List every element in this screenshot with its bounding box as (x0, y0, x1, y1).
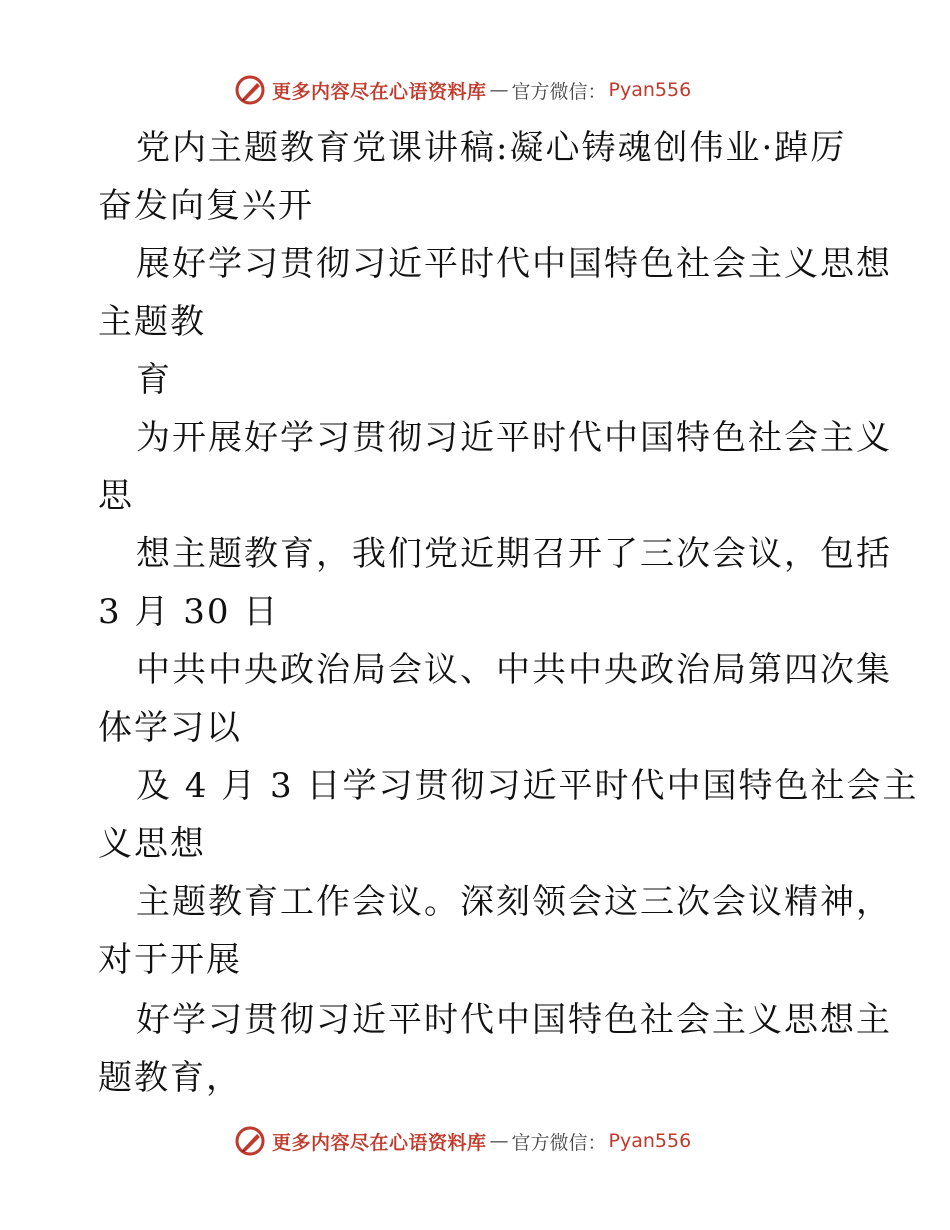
text-line: 育 (136, 360, 172, 400)
banner-wechat-id: Pyan556 (608, 79, 692, 101)
text-line: 主题教育工作会议。深刻领会这三次会议精神， (136, 882, 892, 922)
text-line: 体学习以 (98, 708, 242, 748)
text-line: 好学习贯彻习近平时代中国特色社会主义思想主 (136, 1000, 892, 1040)
banner-title: 更多内容尽在心语资料库 (272, 80, 487, 103)
text-line: 主题教 (98, 302, 206, 342)
banner-dash: — (489, 79, 509, 101)
banner-dash: — (489, 1130, 509, 1152)
text-line: 党内主题教育党课讲稿:凝心铸魂创伟业·踔厉 (136, 128, 847, 168)
text-line: 奋发向复兴开 (98, 186, 314, 226)
footer-banner (234, 1124, 691, 1158)
text-line: 中共中央政治局会议、中共中央政治局第四次集 (136, 650, 892, 690)
text-line: 对于开展 (98, 940, 242, 980)
pen-circle-logo-icon (234, 1125, 266, 1157)
banner-title: 更多内容尽在心语资料库 (272, 1131, 487, 1154)
banner-wechat-id: Pyan556 (608, 1130, 692, 1152)
text-line: 3 月 30 日 (98, 592, 280, 632)
text-line: 及 4 月 3 日学习贯彻习近平时代中国特色社会主 (136, 766, 919, 806)
text-line: 展好学习贯彻习近平时代中国特色社会主义思想 (136, 244, 892, 284)
text-line: 题教育， (98, 1058, 242, 1098)
banner-wechat-label: 官方微信： (511, 1131, 607, 1154)
banner-wechat-label: 官方微信： (511, 80, 607, 103)
text-line: 为开展好学习贯彻习近平时代中国特色社会主义 (136, 418, 892, 458)
text-line: 义思想 (98, 824, 206, 864)
text-line: 想主题教育，我们党近期召开了三次会议，包括 (136, 534, 892, 574)
text-line: 思 (98, 476, 134, 516)
